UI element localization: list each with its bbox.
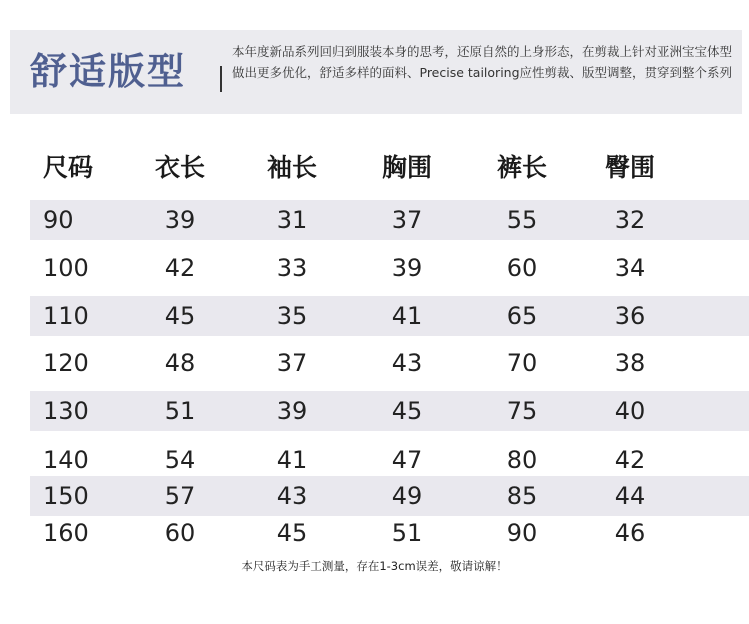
cell-sleeve: 35 bbox=[276, 302, 308, 330]
header-pants-length: 裤长 bbox=[496, 153, 547, 182]
cell-length: 42 bbox=[164, 254, 196, 282]
table-row bbox=[30, 248, 749, 288]
cell-hip: 38 bbox=[614, 349, 646, 377]
cell-chest: 45 bbox=[391, 397, 423, 425]
cell-size: 130 bbox=[43, 397, 89, 425]
cell-length: 57 bbox=[164, 482, 196, 510]
table-row bbox=[30, 476, 749, 516]
cell-chest: 51 bbox=[391, 519, 423, 547]
cell-length: 60 bbox=[164, 519, 196, 547]
header-size: 尺码 bbox=[43, 153, 94, 182]
cell-length: 45 bbox=[164, 302, 196, 330]
cell-sleeve: 31 bbox=[276, 206, 308, 234]
cell-pants-length: 85 bbox=[506, 482, 538, 510]
header-hip: 臀围 bbox=[604, 153, 655, 182]
cell-sleeve: 33 bbox=[276, 254, 308, 282]
cell-pants-length: 90 bbox=[506, 519, 538, 547]
cell-hip: 32 bbox=[614, 206, 646, 234]
cell-chest: 41 bbox=[391, 302, 423, 330]
header-sleeve: 袖长 bbox=[266, 153, 317, 182]
cell-hip: 46 bbox=[614, 519, 646, 547]
cell-chest: 43 bbox=[391, 349, 423, 377]
cell-hip: 40 bbox=[614, 397, 646, 425]
cell-hip: 34 bbox=[614, 254, 646, 282]
measurement-note: 本尺码表为手工测量，存在1-3cm误差，敬请谅解！ bbox=[241, 559, 508, 573]
cell-hip: 42 bbox=[614, 446, 646, 474]
table-header-row bbox=[30, 148, 749, 188]
banner-title: 舒适版型 bbox=[30, 50, 186, 93]
header-length: 衣长 bbox=[154, 153, 205, 182]
cell-pants-length: 65 bbox=[506, 302, 538, 330]
cell-pants-length: 70 bbox=[506, 349, 538, 377]
banner-divider bbox=[220, 66, 222, 92]
cell-length: 48 bbox=[164, 349, 196, 377]
cell-chest: 39 bbox=[391, 254, 423, 282]
cell-size: 140 bbox=[43, 446, 89, 474]
table-row bbox=[30, 343, 749, 383]
cell-size: 150 bbox=[43, 482, 89, 510]
table-row bbox=[30, 513, 749, 553]
cell-size: 160 bbox=[43, 519, 89, 547]
cell-hip: 36 bbox=[614, 302, 646, 330]
cell-pants-length: 80 bbox=[506, 446, 538, 474]
cell-size: 100 bbox=[43, 254, 89, 282]
banner-description: 本年度新品系列回归到服装本身的思考，还原自然的上身形态，在剪裁上针对亚洲宝宝体型做出更多优化，舒适多样的面料、Precise tailoring应性剪裁、版型调整，贯穿到整个系列 bbox=[232, 44, 733, 80]
table-row bbox=[30, 391, 749, 431]
header-chest: 胸围 bbox=[381, 153, 432, 182]
cell-pants-length: 55 bbox=[506, 206, 538, 234]
cell-hip: 44 bbox=[614, 482, 646, 510]
cell-size: 90 bbox=[43, 206, 74, 234]
table-row bbox=[30, 296, 749, 336]
table-row bbox=[30, 440, 749, 480]
banner bbox=[10, 30, 742, 114]
cell-sleeve: 41 bbox=[276, 446, 308, 474]
cell-chest: 49 bbox=[391, 482, 423, 510]
cell-sleeve: 37 bbox=[276, 349, 308, 377]
table-row bbox=[30, 200, 749, 240]
cell-pants-length: 60 bbox=[506, 254, 538, 282]
cell-chest: 37 bbox=[391, 206, 423, 234]
cell-sleeve: 39 bbox=[276, 397, 308, 425]
cell-sleeve: 43 bbox=[276, 482, 308, 510]
cell-chest: 47 bbox=[391, 446, 423, 474]
cell-size: 110 bbox=[43, 302, 89, 330]
cell-size: 120 bbox=[43, 349, 89, 377]
cell-pants-length: 75 bbox=[506, 397, 538, 425]
cell-length: 39 bbox=[164, 206, 196, 234]
cell-sleeve: 45 bbox=[276, 519, 308, 547]
cell-length: 54 bbox=[164, 446, 196, 474]
cell-length: 51 bbox=[164, 397, 196, 425]
